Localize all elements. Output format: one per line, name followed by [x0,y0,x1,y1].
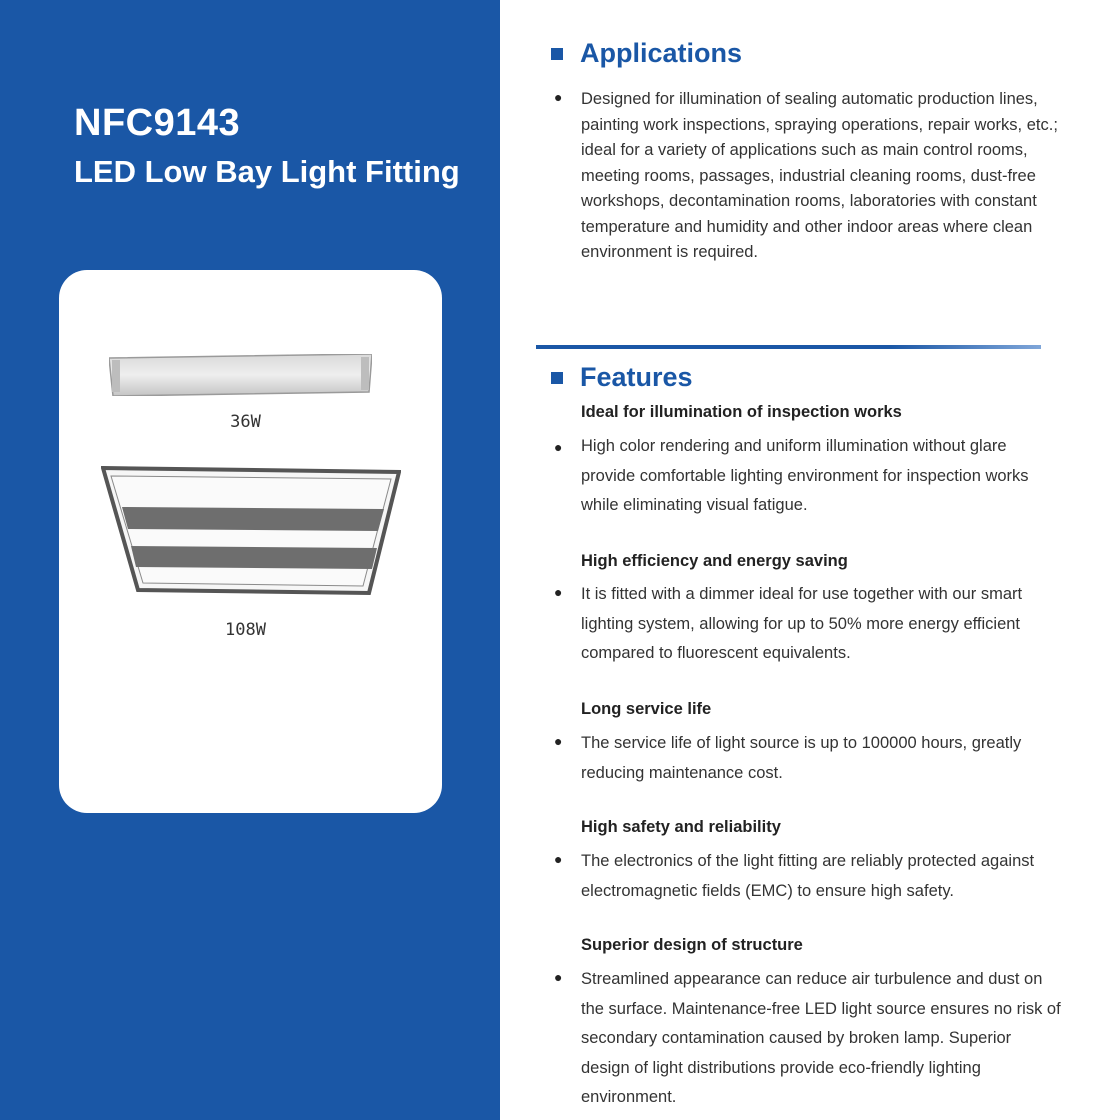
feature-text: The service life of light source is up to 100000 hours, greatly reducing maintenance cost. [581,734,1022,782]
feature-text: Streamlined appearance can reduce air turbulence and dust on the surface. Maintenance-free LED light source ensures no risk of secondary contamination caused by broken lamp. Superior design of light distributions provide eco-friendly lighting environment. [581,970,1061,1106]
heading-square-icon [551,372,563,384]
product-model: NFC9143 [74,102,241,144]
lamp-36w-image [109,354,372,396]
bullet-icon: ● [554,969,563,985]
feature-title: High safety and reliability [581,818,781,836]
bullet-icon: ● [554,439,563,455]
feature-title: Long service life [581,700,712,718]
feature-text: It is fitted with a dimmer ideal for use together with our smart lighting system, allowing for up to 50% more energy efficient compared to fluorescent equivalents. [581,585,1023,662]
applications-text: Designed for illumination of sealing automatic production lines, painting work inspections, spraying operations, repair works, etc.; ideal for a variety of applications such as main control rooms, meeting rooms, passages, industrial cleaning rooms, dust-free workshops, decontamination rooms, laboratories with constant temperature and humidity and other indoor areas where clean environment is required. [581,90,1058,261]
features-heading [551,362,693,393]
product-image-card [59,270,442,813]
lamp-108w-label: 108W [225,620,266,640]
feature-title: Ideal for illumination of inspection works [581,403,902,421]
applications-heading [551,38,742,69]
left-panel [0,0,500,1120]
heading-square-icon [551,48,563,60]
section-divider [536,345,1041,349]
lamp-36w-label: 36W [230,412,261,432]
bullet-icon: ● [554,89,563,105]
bullet-icon: ● [554,733,563,749]
features-title: Features [580,362,693,392]
lamp-108w-image [101,466,401,596]
feature-text: High color rendering and uniform illumination without glare provide comfortable lighting environment for inspection works while eliminating visual fatigue. [581,437,1029,514]
feature-title: Superior design of structure [581,936,803,954]
bullet-icon: ● [554,584,563,600]
feature-title: High efficiency and energy saving [581,552,848,570]
product-name: LED Low Bay Light Fitting [74,154,460,189]
applications-title: Applications [580,38,743,68]
feature-text: The electronics of the light fitting are reliably protected against electromagnetic fields (EMC) to ensure high safety. [581,852,1035,900]
bullet-icon: ● [554,851,563,867]
